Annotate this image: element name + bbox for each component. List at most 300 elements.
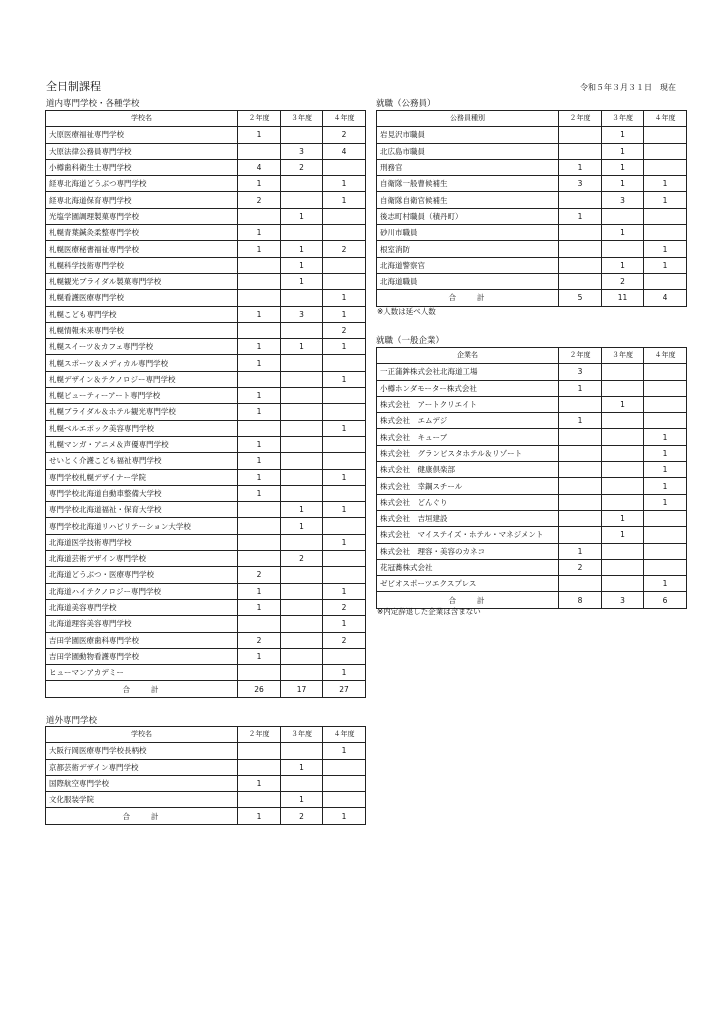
count-cell <box>602 494 644 510</box>
row-name-cell: 札幌青葉鍼灸柔整専門学校 <box>46 225 238 241</box>
row-name-cell: 札幌ブライダル＆ホテル観光専門学校 <box>46 404 238 420</box>
count-cell <box>281 632 323 648</box>
row-name-cell: 自衛隊自衛官候補生 <box>377 192 559 208</box>
count-cell <box>602 445 644 461</box>
total-row <box>46 808 366 824</box>
count-cell <box>281 436 323 452</box>
count-cell <box>281 404 323 420</box>
table-row <box>46 143 366 159</box>
row-name-cell: 株式会社 健康倶楽部 <box>377 462 559 478</box>
count-cell: 2 <box>323 322 366 338</box>
count-cell: 1 <box>602 396 644 412</box>
table-row <box>46 290 366 306</box>
count-cell <box>281 567 323 583</box>
count-cell: 1 <box>602 257 644 273</box>
count-cell: 1 <box>602 159 644 175</box>
count-cell: 1 <box>323 420 366 436</box>
row-name-cell: 砂川市職員 <box>377 225 559 241</box>
count-cell: 1 <box>323 502 366 518</box>
table-header-row <box>377 348 687 364</box>
count-cell: 1 <box>281 502 323 518</box>
row-name-cell: 後志町村職員（積丹町） <box>377 208 559 224</box>
count-cell <box>644 364 687 380</box>
page-title: 全日制課程 <box>46 80 101 93</box>
row-name-cell: 札幌マンガ・アニメ＆声優専門学校 <box>46 436 238 452</box>
count-cell: 3 <box>602 192 644 208</box>
count-cell <box>559 241 602 257</box>
count-cell <box>602 380 644 396</box>
count-cell <box>281 616 323 632</box>
table-row <box>46 485 366 501</box>
count-cell: 2 <box>323 127 366 143</box>
count-cell <box>602 543 644 559</box>
count-cell <box>559 273 602 289</box>
table-row <box>46 322 366 338</box>
count-cell <box>281 583 323 599</box>
row-name-cell: 大阪行岡医療専門学校長柄校 <box>46 743 238 759</box>
count-cell <box>323 567 366 583</box>
count-cell <box>602 576 644 592</box>
table-row <box>377 208 687 224</box>
table-row <box>377 225 687 241</box>
total-count-cell: 26 <box>238 681 281 697</box>
count-cell <box>644 380 687 396</box>
count-cell: 1 <box>602 127 644 143</box>
row-name-cell: 北海道警察官 <box>377 257 559 273</box>
count-cell: 1 <box>644 445 687 461</box>
count-cell <box>323 759 366 775</box>
total-count-cell: 8 <box>559 592 602 608</box>
count-cell <box>323 453 366 469</box>
row-name-cell: 北海道職員 <box>377 273 559 289</box>
count-cell <box>559 478 602 494</box>
row-name-cell: 経専北海道保育専門学校 <box>46 192 238 208</box>
count-cell: 1 <box>238 176 281 192</box>
row-name-cell: 小樽歯科衛生士専門学校 <box>46 159 238 175</box>
count-cell: 1 <box>281 339 323 355</box>
count-cell: 1 <box>323 192 366 208</box>
count-cell: 1 <box>644 192 687 208</box>
row-name-cell: 北海道美容専門学校 <box>46 599 238 615</box>
total-count-cell: 27 <box>323 681 366 697</box>
public-employment-table <box>376 110 687 307</box>
column-header-year: ４年度 <box>323 727 366 743</box>
public-employment-note: ※人数は延べ人数 <box>377 307 436 316</box>
section-title-company-employment: 就職（一般企業） <box>376 336 445 346</box>
count-cell <box>644 143 687 159</box>
count-cell: 1 <box>602 176 644 192</box>
table-row <box>377 494 687 510</box>
count-cell <box>323 355 366 371</box>
count-cell: 1 <box>323 290 366 306</box>
row-name-cell: 札幌スイーツ＆カフェ専門学校 <box>46 339 238 355</box>
count-cell <box>323 775 366 791</box>
count-cell: 1 <box>281 792 323 808</box>
table-row <box>377 380 687 396</box>
total-count-cell: 2 <box>281 808 323 824</box>
table-row <box>46 273 366 289</box>
count-cell: 1 <box>559 380 602 396</box>
count-cell <box>323 485 366 501</box>
table-row <box>377 241 687 257</box>
count-cell: 2 <box>323 599 366 615</box>
count-cell: 1 <box>281 257 323 273</box>
row-name-cell: 大原法律公務員専門学校 <box>46 143 238 159</box>
row-name-cell: 札幌ビューティーアート専門学校 <box>46 388 238 404</box>
table-row <box>377 527 687 543</box>
count-cell <box>323 436 366 452</box>
count-cell: 1 <box>323 176 366 192</box>
column-header-year: ４年度 <box>644 111 687 127</box>
count-cell <box>281 371 323 387</box>
row-name-cell: 専門学校北海道リハビリテーション大学校 <box>46 518 238 534</box>
count-cell: 1 <box>238 775 281 791</box>
total-label-cell: 合 計 <box>46 681 238 697</box>
table-row <box>46 743 366 759</box>
row-name-cell: 専門学校北海道福祉・保育大学校 <box>46 502 238 518</box>
table-row <box>46 176 366 192</box>
table-row <box>46 241 366 257</box>
table-row <box>377 413 687 429</box>
count-cell <box>323 208 366 224</box>
table-row <box>46 518 366 534</box>
row-name-cell: 自衛隊一般曹候補生 <box>377 176 559 192</box>
table-row <box>377 462 687 478</box>
row-name-cell: 株式会社 グランビスタホテル＆リゾート <box>377 445 559 461</box>
table-row <box>377 429 687 445</box>
count-cell <box>238 518 281 534</box>
total-row <box>377 290 687 306</box>
count-cell <box>559 510 602 526</box>
row-name-cell: 札幌観光ブライダル製菓専門学校 <box>46 273 238 289</box>
count-cell: 2 <box>602 273 644 289</box>
column-header-year: ２年度 <box>238 727 281 743</box>
count-cell: 1 <box>323 469 366 485</box>
row-name-cell: 株式会社 キューブ <box>377 429 559 445</box>
count-cell <box>323 518 366 534</box>
table-row <box>46 616 366 632</box>
column-header-year: ２年度 <box>559 111 602 127</box>
count-cell: 1 <box>323 534 366 550</box>
count-cell <box>559 257 602 273</box>
count-cell: 1 <box>281 273 323 289</box>
count-cell <box>238 143 281 159</box>
row-name-cell: 刑務官 <box>377 159 559 175</box>
count-cell: 1 <box>644 478 687 494</box>
count-cell <box>602 413 644 429</box>
count-cell <box>281 599 323 615</box>
count-cell <box>238 257 281 273</box>
row-name-cell: 札幌こども専門学校 <box>46 306 238 322</box>
table-row <box>46 371 366 387</box>
count-cell <box>281 469 323 485</box>
row-name-cell: 大原医療福祉専門学校 <box>46 127 238 143</box>
count-cell <box>644 127 687 143</box>
total-label-cell: 合 計 <box>377 592 559 608</box>
count-cell <box>602 429 644 445</box>
row-name-cell: ヒューマンアカデミー <box>46 665 238 681</box>
count-cell: 1 <box>323 665 366 681</box>
count-cell <box>281 322 323 338</box>
count-cell <box>559 462 602 478</box>
row-name-cell: 北海道ハイテクノロジー専門学校 <box>46 583 238 599</box>
count-cell: 1 <box>323 339 366 355</box>
count-cell <box>323 551 366 567</box>
count-cell <box>238 665 281 681</box>
count-cell: 2 <box>323 241 366 257</box>
row-name-cell: 花冠蕎株式会社 <box>377 559 559 575</box>
count-cell <box>238 273 281 289</box>
count-cell: 1 <box>238 436 281 452</box>
table-row <box>46 502 366 518</box>
count-cell <box>602 559 644 575</box>
row-name-cell: 札幌ベルエポック美容専門学校 <box>46 420 238 436</box>
count-cell <box>602 462 644 478</box>
count-cell <box>281 775 323 791</box>
count-cell: 1 <box>238 485 281 501</box>
count-cell: 2 <box>559 559 602 575</box>
table-row <box>377 576 687 592</box>
count-cell: 1 <box>238 306 281 322</box>
count-cell <box>281 225 323 241</box>
count-cell <box>281 355 323 371</box>
count-cell: 1 <box>644 576 687 592</box>
column-header-name: 公務員種別 <box>377 111 559 127</box>
row-name-cell: 吉田学園医療歯科専門学校 <box>46 632 238 648</box>
section-title-public-employment: 就職（公務員） <box>376 99 436 109</box>
count-cell <box>238 502 281 518</box>
count-cell: 1 <box>559 413 602 429</box>
table-row <box>377 478 687 494</box>
count-cell: 1 <box>323 583 366 599</box>
table-row <box>46 225 366 241</box>
column-header-year: ３年度 <box>602 111 644 127</box>
table-row <box>377 257 687 273</box>
total-label-cell: 合 計 <box>377 290 559 306</box>
count-cell <box>644 510 687 526</box>
count-cell: 1 <box>238 225 281 241</box>
row-name-cell: 岩見沢市職員 <box>377 127 559 143</box>
table-row <box>46 355 366 371</box>
row-name-cell: 国際航空専門学校 <box>46 775 238 791</box>
count-cell: 1 <box>238 355 281 371</box>
count-cell <box>559 527 602 543</box>
count-cell <box>238 551 281 567</box>
count-cell <box>323 225 366 241</box>
count-cell: 1 <box>281 759 323 775</box>
count-cell <box>323 257 366 273</box>
count-cell <box>281 192 323 208</box>
count-cell <box>281 290 323 306</box>
row-name-cell: 札幌看護医療専門学校 <box>46 290 238 306</box>
count-cell: 1 <box>323 371 366 387</box>
table-row <box>46 257 366 273</box>
row-name-cell: 専門学校札幌デザイナー学院 <box>46 469 238 485</box>
count-cell <box>238 743 281 759</box>
count-cell: 1 <box>238 453 281 469</box>
table-row <box>377 510 687 526</box>
row-name-cell: 専門学校北海道自動車整備大学校 <box>46 485 238 501</box>
row-name-cell: 株式会社 どんぐり <box>377 494 559 510</box>
row-name-cell: 札幌スポーツ＆メディカル専門学校 <box>46 355 238 371</box>
table-row <box>46 759 366 775</box>
count-cell: 2 <box>238 192 281 208</box>
row-name-cell: 光塩学園調理製菓専門学校 <box>46 208 238 224</box>
column-header-year: ２年度 <box>559 348 602 364</box>
count-cell <box>644 543 687 559</box>
row-name-cell: 文化服装学院 <box>46 792 238 808</box>
count-cell <box>238 420 281 436</box>
column-header-year: ３年度 <box>602 348 644 364</box>
count-cell: 1 <box>602 527 644 543</box>
count-cell <box>644 527 687 543</box>
count-cell: 1 <box>559 208 602 224</box>
count-cell: 2 <box>281 159 323 175</box>
total-count-cell: 3 <box>602 592 644 608</box>
count-cell <box>644 208 687 224</box>
table-row <box>46 404 366 420</box>
count-cell: 4 <box>323 143 366 159</box>
count-cell <box>602 364 644 380</box>
table-row <box>377 445 687 461</box>
count-cell: 1 <box>644 241 687 257</box>
row-name-cell: 北海道芸術デザイン専門学校 <box>46 551 238 567</box>
count-cell <box>323 404 366 420</box>
count-cell <box>644 159 687 175</box>
section-title-outside-schools: 道外専門学校 <box>46 716 98 726</box>
count-cell: 1 <box>238 388 281 404</box>
row-name-cell: 株式会社 理容・美容のカネコ <box>377 543 559 559</box>
row-name-cell: 札幌医療秘書福祉専門学校 <box>46 241 238 257</box>
row-name-cell: 株式会社 吉垣建設 <box>377 510 559 526</box>
count-cell: 2 <box>238 632 281 648</box>
count-cell: 3 <box>559 364 602 380</box>
total-count-cell: 11 <box>602 290 644 306</box>
table-row <box>377 364 687 380</box>
table-row <box>46 388 366 404</box>
row-name-cell: 京都芸術デザイン専門学校 <box>46 759 238 775</box>
count-cell <box>281 743 323 759</box>
count-cell <box>559 429 602 445</box>
count-cell <box>559 445 602 461</box>
table-row <box>46 192 366 208</box>
column-header-year: ４年度 <box>323 111 366 127</box>
count-cell <box>323 648 366 664</box>
count-cell <box>602 478 644 494</box>
row-name-cell: 株式会社 マイステイズ・ホテル・マネジメント <box>377 527 559 543</box>
count-cell: 1 <box>323 743 366 759</box>
count-cell <box>238 322 281 338</box>
table-header-row <box>46 111 366 127</box>
table-row <box>46 567 366 583</box>
table-row <box>377 192 687 208</box>
count-cell: 2 <box>281 551 323 567</box>
count-cell <box>238 792 281 808</box>
count-cell <box>559 225 602 241</box>
count-cell <box>238 290 281 306</box>
count-cell: 1 <box>281 208 323 224</box>
count-cell: 1 <box>644 257 687 273</box>
table-row <box>377 559 687 575</box>
table-row <box>46 436 366 452</box>
count-cell: 1 <box>238 648 281 664</box>
table-row <box>46 583 366 599</box>
count-cell <box>238 534 281 550</box>
row-name-cell: 札幌デザイン＆テクノロジー専門学校 <box>46 371 238 387</box>
column-header-year: ４年度 <box>644 348 687 364</box>
table-header-row <box>377 111 687 127</box>
count-cell <box>238 208 281 224</box>
count-cell: 1 <box>559 543 602 559</box>
outside-schools-table <box>45 726 366 825</box>
total-count-cell: 1 <box>323 808 366 824</box>
count-cell: 1 <box>644 494 687 510</box>
total-count-cell: 6 <box>644 592 687 608</box>
count-cell: 1 <box>238 599 281 615</box>
section-title-domestic-schools: 道内専門学校・各種学校 <box>46 99 140 109</box>
count-cell: 1 <box>602 143 644 159</box>
count-cell <box>644 559 687 575</box>
table-row <box>46 339 366 355</box>
count-cell <box>602 241 644 257</box>
table-row <box>46 792 366 808</box>
row-name-cell: 北海道理容美容専門学校 <box>46 616 238 632</box>
count-cell <box>281 648 323 664</box>
row-name-cell: 経専北海道どうぶつ専門学校 <box>46 176 238 192</box>
column-header-year: ３年度 <box>281 111 323 127</box>
table-header-row <box>46 727 366 743</box>
count-cell <box>644 396 687 412</box>
column-header-year: ２年度 <box>238 111 281 127</box>
table-row <box>46 534 366 550</box>
count-cell <box>559 192 602 208</box>
count-cell <box>323 159 366 175</box>
table-row <box>377 143 687 159</box>
count-cell: 2 <box>323 632 366 648</box>
count-cell: 1 <box>559 159 602 175</box>
table-row <box>46 599 366 615</box>
table-row <box>46 208 366 224</box>
total-row <box>46 681 366 697</box>
count-cell: 1 <box>281 518 323 534</box>
table-row <box>377 159 687 175</box>
row-name-cell: ゼビオスポーツエクスプレス <box>377 576 559 592</box>
count-cell: 1 <box>323 306 366 322</box>
column-header-name: 企業名 <box>377 348 559 364</box>
count-cell: 1 <box>644 176 687 192</box>
count-cell: 1 <box>281 241 323 257</box>
table-row <box>46 648 366 664</box>
row-name-cell: 小樽ホンダモーター株式会社 <box>377 380 559 396</box>
count-cell <box>644 413 687 429</box>
count-cell: 1 <box>238 241 281 257</box>
count-cell <box>644 273 687 289</box>
row-name-cell: 株式会社 幸鋼スチール <box>377 478 559 494</box>
table-row <box>46 159 366 175</box>
count-cell <box>281 420 323 436</box>
row-name-cell: 北海道医学技術専門学校 <box>46 534 238 550</box>
table-row <box>377 127 687 143</box>
domestic-schools-table <box>45 110 366 698</box>
count-cell: 4 <box>238 159 281 175</box>
count-cell: 3 <box>281 306 323 322</box>
table-row <box>377 176 687 192</box>
count-cell <box>281 176 323 192</box>
table-row <box>46 632 366 648</box>
table-row <box>377 396 687 412</box>
count-cell <box>559 396 602 412</box>
count-cell <box>602 208 644 224</box>
